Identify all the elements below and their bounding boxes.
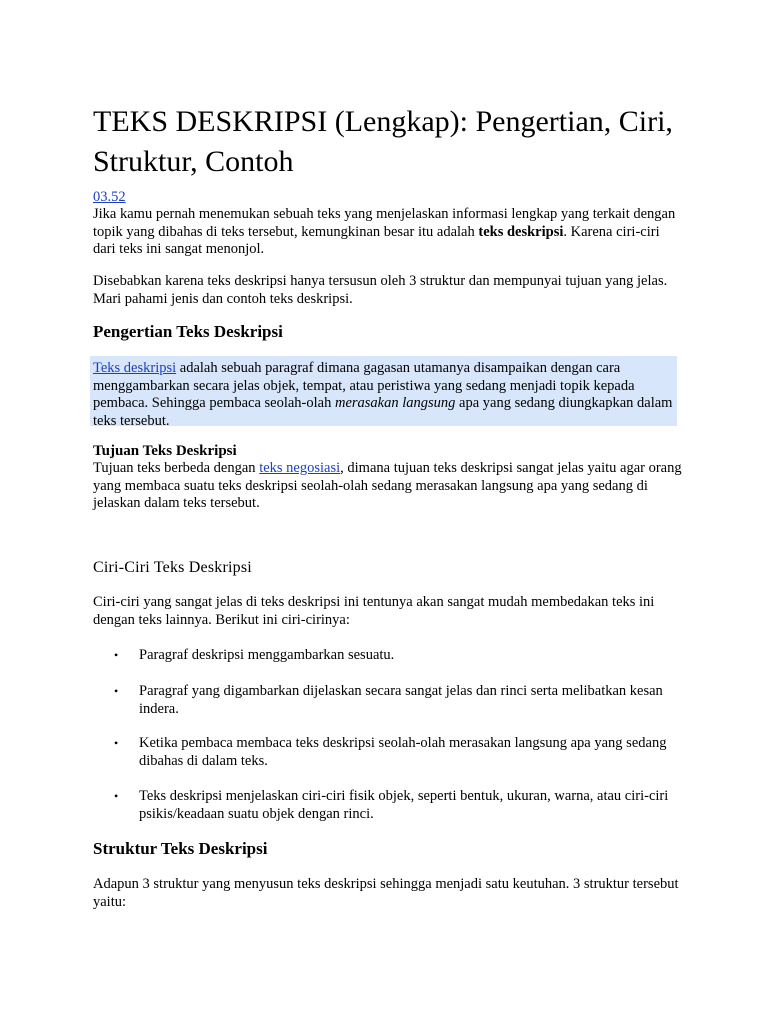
tujuan-paragraph — [93, 460, 683, 513]
second-paragraph: Disebabkan karena teks deskripsi hanya tersusun oleh 3 struktur dan mempunyai tujuan yang jelas. Mari pahami jenis dan contoh teks deskripsi. — [93, 273, 668, 307]
post-time-link[interactable]: 03.52 — [93, 189, 126, 205]
tujuan-text-2: , dimana tujuan teks deskripsi sangat jelas yaitu agar orang yang membaca suatu teks deskripsi seolah-olah sedang merasakan langsung apa yang sedang di jelaskan dalam teks tersebut. — [93, 460, 682, 511]
bullet-3: • — [114, 736, 119, 750]
struktur-intro-paragraph: Adapun 3 struktur yang menyusun teks deskripsi sehingga menjadi satu keutuhan. 3 struktur tersebut yaitu: — [93, 876, 679, 910]
ciri-heading: Ciri-Ciri Teks Deskripsi — [93, 559, 252, 576]
ciri-item-1: Paragraf deskripsi menggambarkan sesuatu. — [139, 647, 395, 663]
bullet-1: • — [114, 648, 119, 662]
pengertian-heading: Pengertian Teks Deskripsi — [93, 322, 283, 341]
bullet-4: • — [114, 789, 119, 803]
ciri-item-2: Paragraf yang digambarkan dijelaskan secara sangat jelas dan rinci serta melibatkan kesan indera. — [139, 683, 663, 717]
teks-negosiasi-link[interactable]: teks negosiasi — [259, 460, 341, 476]
struktur-heading: Struktur Teks Deskripsi — [93, 839, 268, 858]
pengertian-text-1: adalah sebuah paragraf dimana gagasan utamanya disampaikan dengan cara menggambarkan secara jelas objek, tempat, atau peristiwa yang sedang menjadi topik kepada pembaca. Sehingga pembaca seolah-olah — [93, 360, 635, 411]
teks-deskripsi-link[interactable]: Teks deskripsi — [93, 360, 177, 376]
pengertian-italic: merasakan langsung — [334, 395, 456, 411]
intro-text-1: Jika kamu pernah menemukan sebuah teks yang menjelaskan informasi lengkap yang terkait dengan topik yang dibahas di teks tersebut, kemungkinan besar itu adalah — [93, 206, 676, 240]
bullet-2: • — [114, 684, 119, 698]
tujuan-heading: Tujuan Teks Deskripsi — [93, 443, 237, 459]
intro-paragraph — [93, 206, 683, 259]
article-title: TEKS DESKRIPSI (Lengkap): Pengertian, Ciri, Struktur, Contoh — [93, 105, 673, 178]
ciri-intro-paragraph: Ciri-ciri yang sangat jelas di teks deskripsi ini tentunya akan sangat mudah membedakan teks ini dengan teks lainnya. Berikut ini ciri-cirinya: — [93, 594, 655, 628]
ciri-item-4: Teks deskripsi menjelaskan ciri-ciri fisik objek, seperti bentuk, ukuran, warna, atau ciri-ciri psikis/keadaan suatu objek dengan rinci. — [139, 788, 669, 822]
intro-text-2: . Karena ciri-ciri dari teks ini sangat menonjol. — [93, 223, 660, 257]
tujuan-text-1: Tujuan teks berbeda dengan — [93, 460, 260, 476]
intro-bold-term: teks deskripsi — [478, 223, 564, 240]
pengertian-text-2: apa yang sedang diungkapkan dalam teks tersebut. — [93, 395, 673, 429]
ciri-item-3: Ketika pembaca membaca teks deskripsi seolah-olah merasakan langsung apa yang sedang dibahas di dalam teks. — [139, 735, 667, 769]
pengertian-paragraph — [93, 360, 683, 430]
